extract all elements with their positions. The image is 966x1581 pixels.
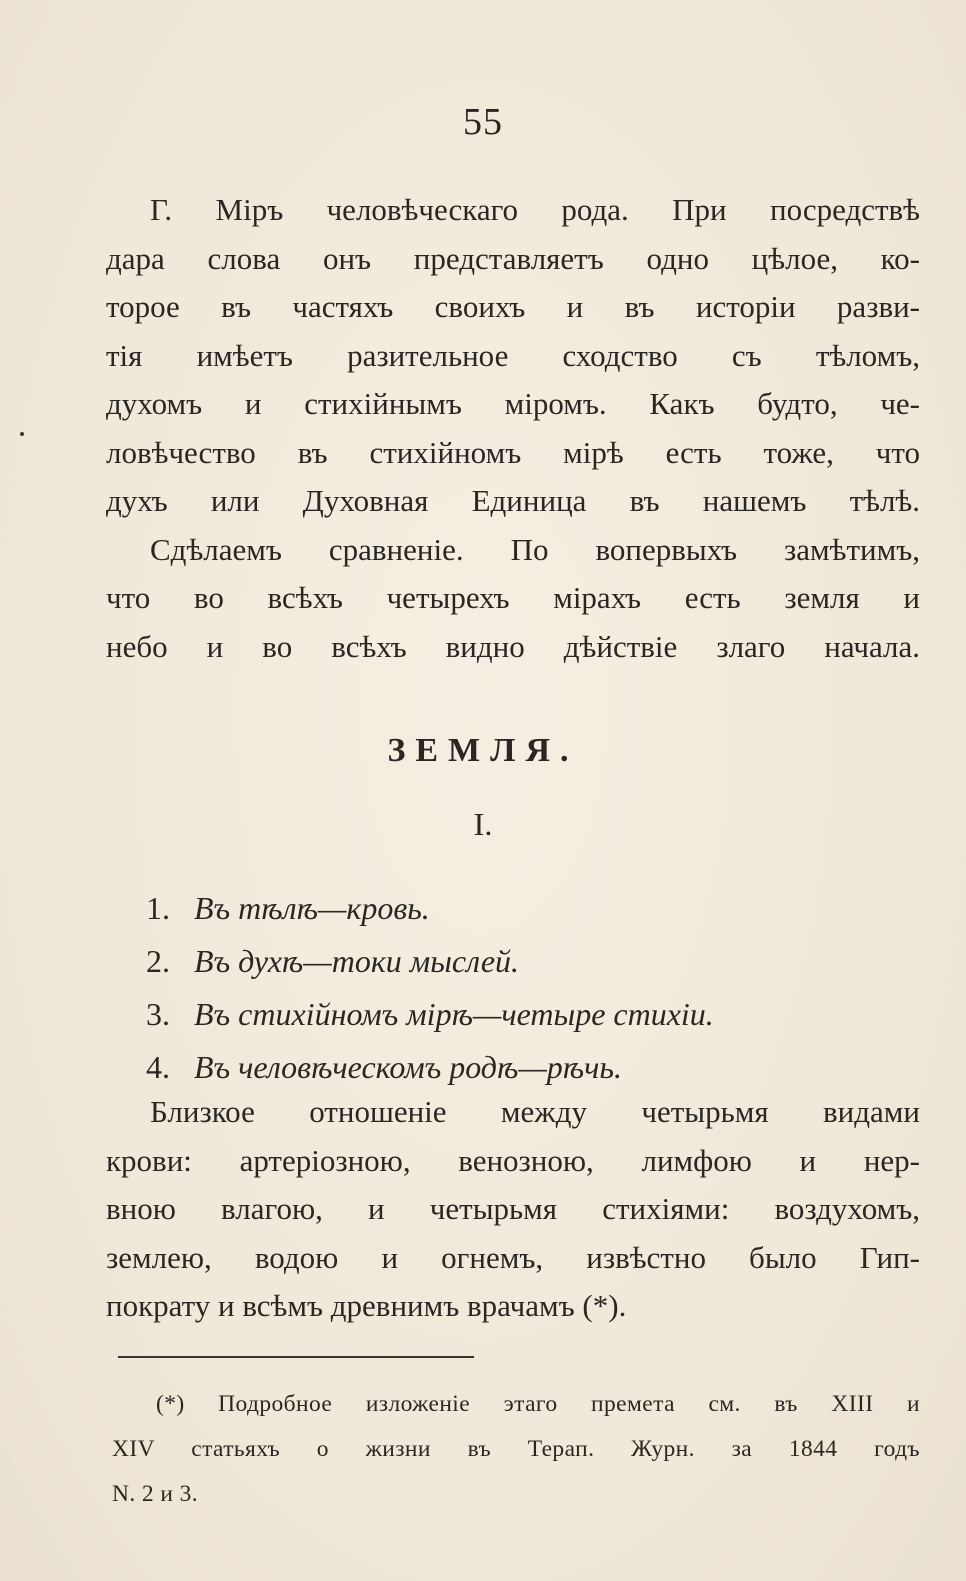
list-item-text: Въ духѣ—токи мыслей. [194, 943, 520, 979]
text-line: духомъ и стихійнымъ міромъ. Какъ будто, че- [106, 386, 920, 421]
text-line: Сдѣлаемъ сравненіе. По вопервыхъ замѣтимъ, [150, 531, 920, 567]
main-text-bottom [106, 1088, 920, 1331]
section-number: I. [473, 806, 493, 842]
list-item [146, 935, 906, 988]
list-item-number: 3. [146, 996, 170, 1032]
text-line: торое въ частяхъ своихъ и въ исторіи разви- [106, 289, 920, 324]
main-text-top [106, 186, 920, 671]
text-line: дара слова онъ представляетъ одно цѣлое, ко- [106, 240, 920, 276]
text-line: Близкое отношеніе между четырьмя видами [150, 1094, 920, 1129]
ink-speck [20, 432, 24, 436]
list-item-number: 4. [146, 1049, 170, 1085]
list-item [146, 1041, 906, 1094]
list-item-text: Въ человѣческомъ родѣ—рѣчь. [194, 1049, 622, 1085]
text-line: Г. Міръ человѣческаго рода. При посредствѣ [150, 192, 920, 227]
text-line: небо и во всѣхъ видно дѣйствіе злаго начала. [106, 628, 920, 664]
correspondence-list [146, 882, 906, 1094]
list-item-number: 1. [146, 890, 170, 926]
text-line: тія имѣетъ разительное сходство съ тѣломъ, [106, 337, 920, 373]
page-number: 55 [463, 101, 503, 143]
footnote-line: N. 2 и 3. [112, 1481, 199, 1507]
footnote-line: XIV статьяхъ о жизни въ Терап. Журн. за 1844 годъ [112, 1436, 920, 1462]
text-line: крови: артеріозною, венозною, лимфою и нер- [106, 1142, 920, 1178]
footnote [112, 1382, 920, 1517]
text-line: ловѣчество въ стихійномъ мірѣ есть тоже, что [106, 434, 920, 470]
list-item [146, 988, 906, 1041]
list-item [146, 882, 906, 935]
footnote-divider [118, 1356, 474, 1358]
list-item-text: Въ стихійномъ мірѣ—четыре стихіи. [194, 996, 714, 1032]
list-item-text: Въ тѣлѣ—кровь. [194, 890, 430, 926]
text-line: землею, водою и огнемъ, извѣстно было Гип- [106, 1239, 920, 1275]
text-line: что во всѣхъ четырехъ мірахъ есть земля и [106, 580, 920, 615]
section-title: ЗЕМЛЯ. [387, 732, 579, 769]
text-line: пократу и всѣмъ древнимъ врачамъ (*). [106, 1288, 627, 1323]
list-item-number: 2. [146, 943, 170, 979]
text-line: духъ или Духовная Единица въ нашемъ тѣлѣ. [106, 483, 920, 518]
text-line: вною влагою, и четырьмя стихіями: воздухомъ, [106, 1191, 920, 1226]
footnote-line: (*) Подробное изложеніе этаго премета см. въ XIII и [156, 1391, 920, 1417]
